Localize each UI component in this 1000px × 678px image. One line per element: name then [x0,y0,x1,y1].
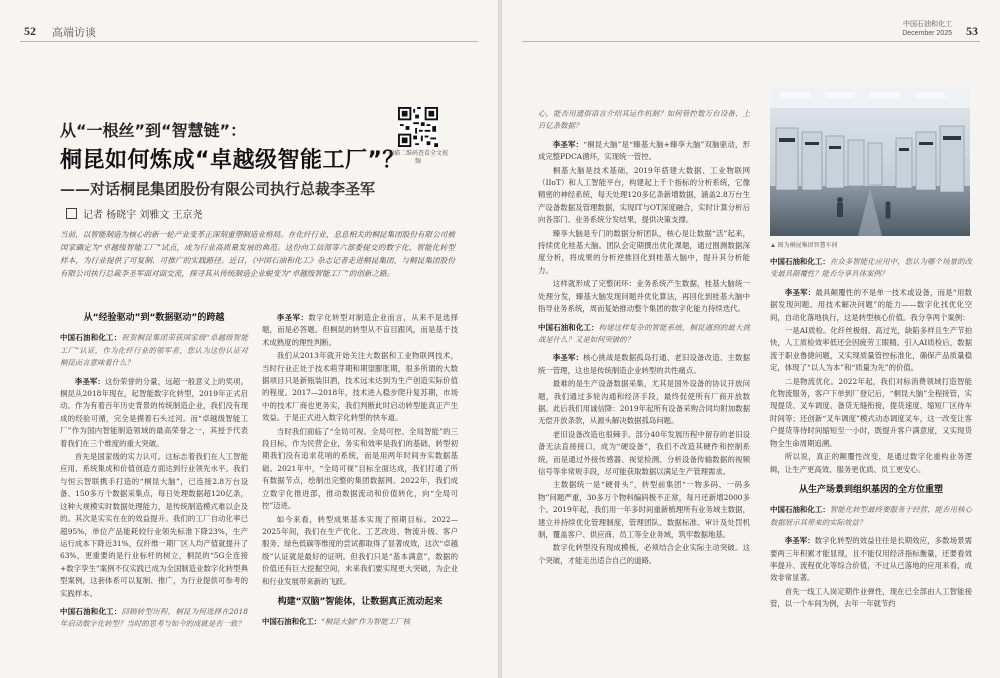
question-block [262,616,458,628]
answer-speaker: 李圣军： [552,353,584,363]
left-column-2 [262,312,458,635]
magazine-masthead [902,20,952,38]
answer-text: “桐昆大脑”是“臻基大脑+臻享大脑”双脑驱动，形成完整PDCA循环，实现统一管控。 [538,139,750,162]
photo-caption: ▲ 图为桐昆集团智慧车间 [770,243,838,249]
answer-paragraph: 所以说，真正的颠覆性改变，是通过数字化重构业务逻辑，让生产更高效、服务更优质、员工更安心。 [770,452,972,474]
answer-paragraph: 最难的是生产设备数据采集，尤其是国外设备的协议开放问题，我们通过多轮沟通和经济手段，最终促使所有厂商开放数据。此后我们用诚信降：2019年起所有设备采购合同均附加数据无偿开放条款，从源头解决数据孤岛问题。 [538,379,750,426]
answer-text: 数字化转型对制造企业而言，从来不是选择题，而是必答题。但桐昆的转型从不盲目跟风，而是基于技术成熟度的理性判断。 [262,313,458,347]
article-kicker: 从“一根丝”到“智慧链”： [60,121,247,140]
question-speaker: 中国石油和化工： [262,617,322,627]
answer-paragraph [770,287,972,324]
answer-speaker: 李圣军： [552,139,584,149]
answer-text: 最具颠覆性的不是单一技术或设备，而是“用数据发现问题、用技术解决问题”的能力——数字化找优化空间，自动化落地执行，这是转型核心价值。我分享两个案例： [770,287,972,322]
reporter-mark-icon [66,208,77,219]
question-block [60,332,248,369]
section-heading: 构建“双脑”智能体，让数据真正流动起来 [277,596,443,607]
question-block [538,322,750,347]
answer-paragraph: 这样就形成了完整闭环：业务系统产生数据，桂基大脑统一处理分发，臻基大脑发现问题并优化算法，再回化到桂基大脑中指导业务系统，周而复始推动整个集团的数字化能力持续迭代。 [538,279,750,314]
answer-paragraph: 数字化转型没有现成模板，必须结合企业实际主动突破。这个突破，才能走出适合自己的道路。 [538,543,750,565]
section-heading: 从“经验驱动”到“数据驱动”的跨越 [83,313,225,323]
section-label: 高端访谈 [52,27,96,39]
question-block [60,606,248,631]
factory-photo [770,88,970,236]
answer-text: 数字化转型的效益往往是长期效应，多数场景需要两三年积累才能显现，且不能仅用经济指标衡量，还要看效率提升、流程优化等综合价值，不过从已落地的应用来看，成效非常显著。 [770,536,972,583]
issue-date: December 2025 [902,30,952,37]
question-speaker: 中国石油和化工： [770,505,830,515]
question-text: 智能化转型最终要服务于经营，能否用核心数据展示其带来的实际效益？ [770,505,972,527]
question-speaker: 中国石油和化工： [538,322,599,332]
question-text: 祝贺桐昆集团荣获国家级“卓越级智能工厂”认证，作为化纤行业的领军者，您认为这份认证对桐昆而言意味着什么？ [60,333,248,368]
answer-paragraph: 臻享大脑是专门的数据分析团队，核心是让数据“活”起来，持续优化桂基大脑。团队会定期撰出优化课题，通过围测数据深度分析，将成果的分析逆推回化到桂基大脑中，提升其分析能力。 [538,228,750,275]
answer-paragraph: 首先一线工人岗定期作业弹性，现在已全部由人工智能接管，以一个车间为例，去年一年就节约 [770,586,972,609]
question-block [770,256,972,281]
left-page-number: 52 [24,24,36,38]
article-subtitle: ——对话桐昆集团股份有限公司执行总裁李圣军 [60,180,376,198]
answer-paragraph: 二是物流优化。2022年起，我们对标消费领域打造智能化物流服务，客户下单到厂登记后，“桐昆大脑”全程接管，实现提货、叉车调度、备货无缝衔接，提货速度、缩短厂区待车时间等；还创新“叉车调度”模式动态调度叉车，这一改变让客户提货等待时间缩短至一小时，既提升客户满意度，又实现货物全生命周期追溯。 [770,376,972,448]
answer-paragraph: 一是AI质检。化纤丝极细、高过光，缺陷多样且生产节拍快，人工质检效率低还会因疲劳工眼精。引入AI质检后，数据流于职业鲁捷问题，又实现质量管控标准化，确保产品质量稳定，体现了“以人为本”和“质量为先”的价值。 [770,326,972,373]
answer-paragraph: 如今来看，转型成果基本实现了预期目标。2022—2025年间，我们在生产优化、工艺改进、物流升级、客户服务、绿色低碳等维度的尝试都取得了显著成效，这次“卓越级”认证就是最好的证明。但我们只是“基本满意”，数据的价值还有巨大挖掘空间，未来我们要实现更大突破，为企业和行业发展带来新的飞跃。 [262,514,458,586]
right-column-1 [538,108,750,568]
qr-code-icon[interactable] [398,107,438,147]
qr-caption: 扫描二维码查看全文视频 [388,151,449,165]
header-rule [20,41,478,42]
header-rule [522,41,980,42]
question-speaker: 中国石油和化工： [60,606,122,616]
answer-paragraph [538,139,750,164]
right-page-number: 53 [966,24,978,38]
question-continuation [538,108,750,133]
article-title: 桐昆如何炼成“卓越级智能工厂”？ [60,148,405,173]
question-text: 构建这样复杂的智能系统，桐昆遇到的最大挑战是什么？又是如何突破的？ [538,322,750,344]
answer-speaker: 李圣军： [784,287,816,297]
answer-paragraph: 当时我们面临了“全局可视、全局可控、全局智能”的三段目标，作为民营企业，务实和效率是我们的基础，转型初期我们没有追求花哨的系统，而是用两年时间夯实数据基础。2021年中，“全局可视”目标全面达成，我们打通了所有数据节点，绘制出完整的集团数据网。2022年，我们成立数字化推进部，推动数据流动和价值转化，向“全局可控”迈进。 [262,426,458,511]
answer-paragraph [60,376,248,450]
question-block [770,504,972,529]
left-page [0,0,498,678]
answer-speaker: 李圣军： [276,313,309,322]
answer-paragraph: 老旧设备改造也很棘手。部分40年发展历程中留存的老旧设备无法直接接口，成为“硬设备”，我们不改造其硬件和控制系统，而是通过外接传感器、视觉检测、分析设备传输数据的视频信号等非常规手段，尽可能获取数据以满足生产管理需求。 [538,429,750,476]
reporters-line [66,206,203,221]
question-text: 心，能否用通俗语言介绍其运作机制？如何管控数万台设备、上百亿条数据？ [538,109,750,131]
answer-paragraph: 我们从2013年就开始关注大数据和工业物联网技术，当时行业正处于技术萌芽期和期望膨胀期，很多所谓的大数据项目只是新瓶装旧酒，技术远未达到为生产创造实际价值的程度。2017—2018年，技术进入稳步爬升复苏期，市场中的技术厂商也更务实，我们判断此时启动转型能真正产生效益。于是正式进入数字化转型的快车道。 [262,351,458,423]
answer-speaker: 李圣军： [74,376,105,386]
reporters-text: 记者 杨晓宇 刘雅文 王京尧 [83,210,203,221]
left-column-1 [60,312,248,637]
answer-paragraph [770,535,972,585]
answer-paragraph: 桐基大脑是技术基础，2019年搭建大数据、工业物联网（IIoT）和人工智能平台，构建起上千个指标的分析系统，它像精密的神经系统，每天处理120多亿条新增数据，涵盖2.8万台生产设备数据及管理数据，实现IT与OT深度融合，实时计算分析后向各部门、业务系统分发结果，提供决策支撑。 [538,165,750,225]
question-text: 回顾转型历程，桐昆为何选择在2018年启动数字化转型？当时的思考与如今的成就是否一致？ [60,606,248,629]
answer-paragraph [538,352,750,377]
right-column-2 [770,256,972,612]
answer-text: 这份荣誉的分量，远超一般意义上的奖项。桐昆从2018年现在，起智能数字化转型，2019年正式启动。作为有着百年历史背景的传统制造企业，我们没有现成的经验可循，完全是摸着石头过河。而“卓越级智能工厂”作为国内智能制造领域的最高荣誉之一，其授予代表着我们在三个维度的重大突破。 [60,376,248,448]
answer-text: 核心挑战是数据孤岛打通、老旧设备改造、主数据统一管理，这也是传统制造企业转型的共性痛点。 [538,353,750,375]
answer-paragraph [262,312,458,349]
magazine-name: 中国石油和化工 [903,21,952,28]
question-text: “桐昆大脑”作为智能工厂核 [321,617,410,627]
section-heading: 从生产场景到组织基因的全方位重塑 [798,484,943,495]
answer-speaker: 李圣军： [784,536,815,546]
question-speaker: 中国石油和化工： [770,257,830,266]
article-abstract: 当前，以智能制造为核心的新一轮产业变革正深刻重塑制造业格局。在化纤行业，息息相关的桐昆集团股份有限公司被国家确定为“卓越级智能工厂”试点，成为行业高质量发展的典范。这份向工信部等六部委提交的数字化、智能化转型样本，为行业提供了可复制、可推广的实践路径。近日，《中国石油和化工》杂志记者走进桐昆集团，与桐昆集团股份有限公司执行总裁李圣军面对面交流，探寻其从传统制造企业蜕变为“卓越级智能工厂”的创新之路。 [60,230,455,278]
answer-paragraph: 主数据统一是“硬骨头”，转型前集团“一物多码、一码多物”问题严重，30多万个物料编码极不正常，每月还新增2000多个。2019年起，我们用一年多时间重新梳理所有业务域主数据，建立并持续优化管理制度，管理团队、数据标准、审计及处罚机制，覆盖客户、供应商、员工等全业务域，筑牢数据地基。 [538,480,750,539]
question-speaker: 中国石油和化工： [60,333,122,343]
answer-paragraph: 首先是国家级的实力认可。这标志着我们在人工智能应用、系统集成和价值创造方面达到行业领先水平。我们与恒云智联携手打造的“桐昆大脑”，已连接2.8万台设备、150多万个数据采集点，每日处理数据超120亿条，这种大规模实时数据处理能力，是传统制造模式难以企及的。其次是实实在在的效益提升。我们的工厂自动化率已超95%，单位产品能耗较行业领先标准下降23%，生产运行成本下降近31%，仅纤维一期厂区人均产值就提升了63%，更重要的是行业标杆的树立，桐昆的“5G全连接+数字孪生”案例不仅实践已成为全国制造业数字化转型典型案例，这套体系可以复制、推广，为行业提供可参考的实践样本。 [60,452,248,598]
question-text: 在众多智能化应用中，您认为哪个场景的改变最具颠覆性？能否分享具体案例？ [770,257,972,279]
